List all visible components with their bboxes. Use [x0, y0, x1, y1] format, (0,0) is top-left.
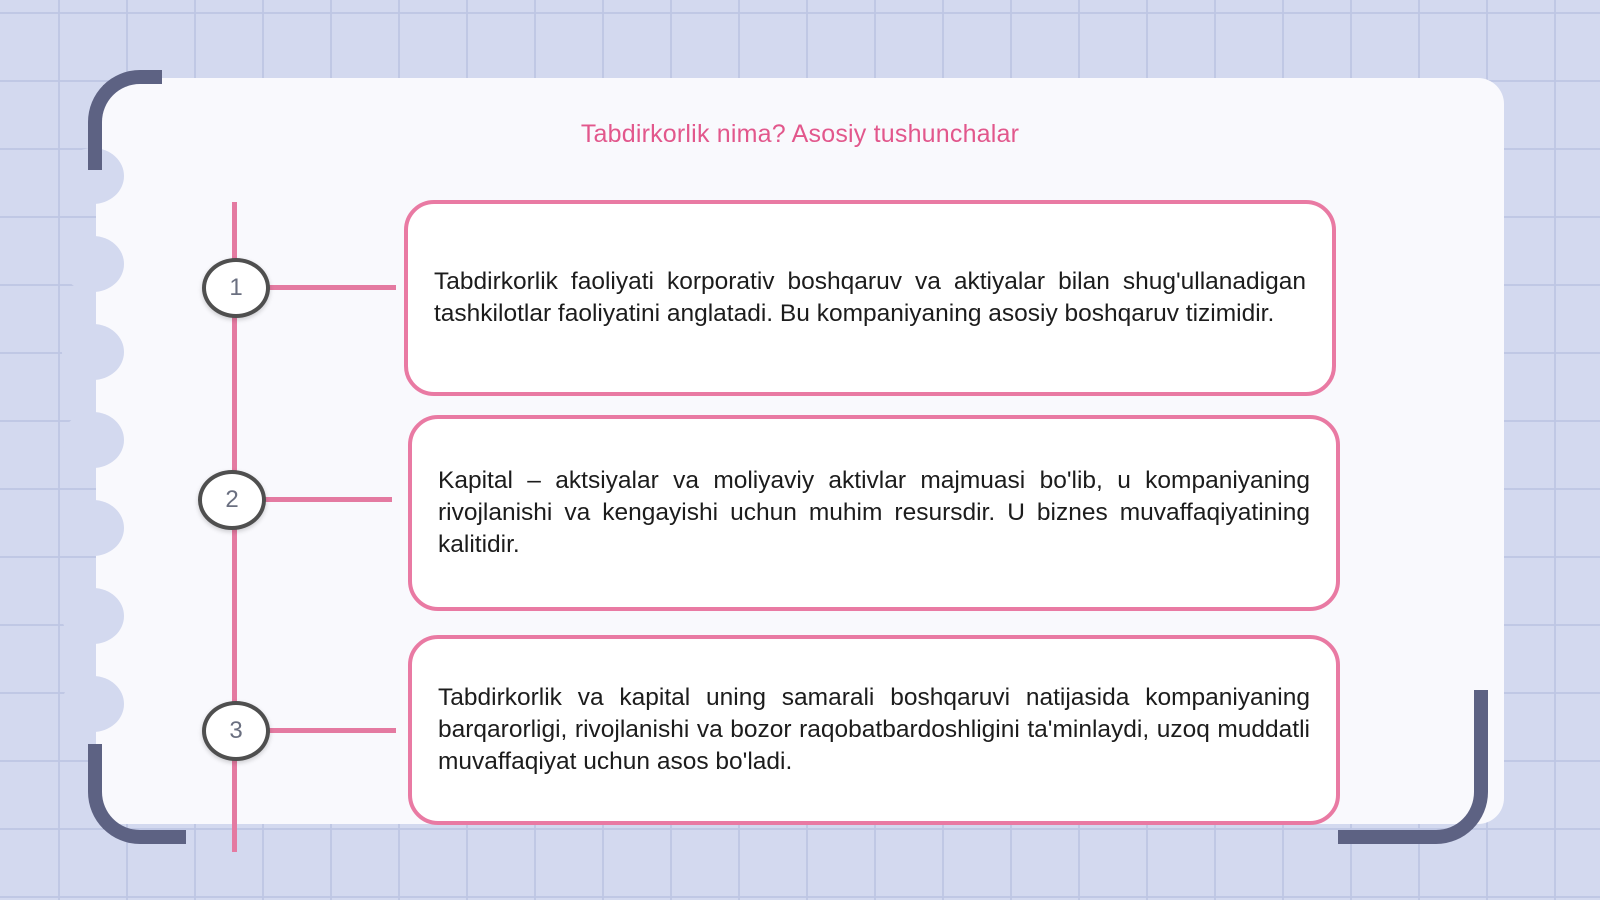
- card-edge-notch: [62, 500, 124, 556]
- step-3-box: [408, 635, 1340, 825]
- step-1-text: Tabdirkorlik faoliyati korporativ boshqaruv va aktiyalar bilan shug'ullanadigan tashkilotlar faoliyatini anglatadi. Bu kompaniyaning asosiy boshqaruv tizimidir.: [434, 268, 1306, 327]
- corner-bracket-bottom-right: [1338, 690, 1488, 844]
- timeline-connector: [266, 285, 396, 290]
- step-3-text: Tabdirkorlik va kapital uning samarali boshqaruvi natijasida kompaniyaning barqarorligi, rivojlanishi va bozor raqobatbardoshligini ta'minlaydi, uzoq muddatli muvaffaqiyat uchun asos bo'ladi.: [438, 684, 1310, 775]
- card-edge-notch: [62, 588, 124, 644]
- corner-bracket-top-left: [88, 70, 162, 170]
- step-1-box: [404, 200, 1336, 396]
- card-edge-notch: [62, 412, 124, 468]
- step-number-badge: 1: [202, 258, 270, 318]
- step-2-box: [408, 415, 1340, 611]
- step-2-text: Kapital – aktsiyalar va moliyaviy aktivlar majmuasi bo'lib, u kompaniyaning rivojlanishi va kengayishi uchun muhim resursdir. U biznes muvaffaqiyatining kalitidir.: [438, 467, 1310, 558]
- slide-title: Tabdirkorlik nima? Asosiy tushunchalar: [580, 120, 1020, 148]
- step-number-badge: 2: [198, 470, 266, 530]
- card-edge-notch: [62, 676, 124, 732]
- corner-bracket-bottom-left: [88, 744, 186, 844]
- timeline-connector: [262, 497, 392, 502]
- card-edge-notch: [62, 324, 124, 380]
- card-edge-notch: [62, 236, 124, 292]
- timeline-connector: [266, 728, 396, 733]
- step-number-badge: 3: [202, 701, 270, 761]
